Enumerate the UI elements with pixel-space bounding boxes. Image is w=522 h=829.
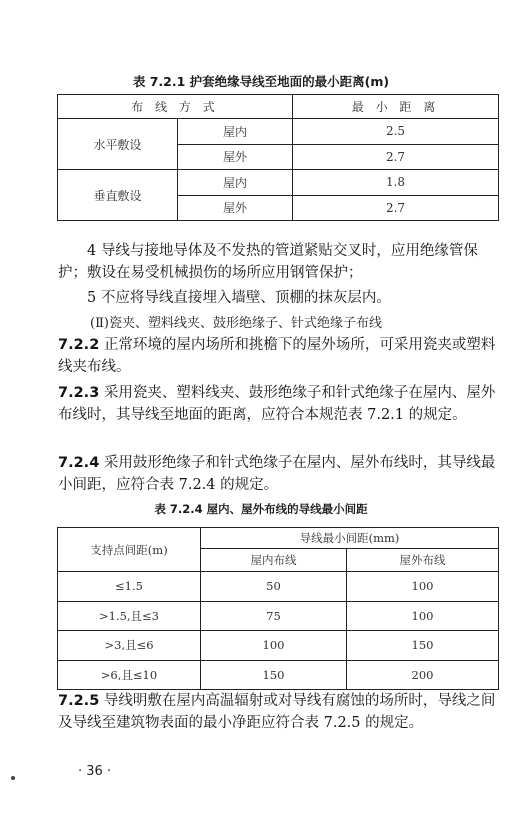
section-heading: (Ⅱ)瓷夹、塑料线夹、鼓形绝缘子、针式绝缘子布线	[90, 316, 382, 331]
header-outdoor: 屋外布线	[347, 549, 499, 572]
indoor-cell: 100	[201, 631, 347, 661]
table-row	[58, 119, 499, 145]
outdoor-cell: 100	[347, 601, 499, 631]
place-cell: 屋外	[178, 195, 293, 221]
span-cell: ≤1.5	[58, 572, 201, 602]
table-7-2-1	[57, 94, 499, 221]
group-label: 水平敷设	[58, 119, 178, 170]
place-cell: 屋内	[178, 119, 293, 145]
header-min-distance: 最 小 距 离	[293, 95, 499, 119]
header-min-wire-spacing: 导线最小间距(mm)	[201, 528, 499, 549]
indoor-cell: 150	[201, 660, 347, 690]
table-row	[58, 660, 499, 690]
span-cell: >1.5,且≤3	[58, 601, 201, 631]
table-row	[58, 572, 499, 602]
place-cell: 屋外	[178, 144, 293, 170]
header-indoor: 屋内布线	[201, 549, 347, 572]
place-cell: 屋内	[178, 170, 293, 196]
table-7-2-1-title: 表 7.2.1 护套绝缘导线至地面的最小距离(m)	[132, 74, 390, 89]
header-support-spacing: 支持点间距(m)	[58, 528, 201, 572]
page-number: · 36 ·	[78, 764, 112, 779]
group-label: 垂直敷设	[58, 170, 178, 221]
clause-7-2-5	[58, 690, 498, 734]
scan-speck	[11, 776, 15, 780]
indoor-cell: 50	[201, 572, 347, 602]
table-row	[58, 601, 499, 631]
outdoor-cell: 150	[347, 631, 499, 661]
clause-text: 采用瓷夹、塑料线夹、鼓形绝缘子和针式绝缘子在屋内、屋外布线时，其导线至地面的距离，应符合本规范表 7.2.1 的规定。	[58, 385, 496, 423]
clause-7-2-4	[58, 452, 498, 496]
span-cell: >3,且≤6	[58, 631, 201, 661]
table-row	[58, 170, 499, 196]
clause-text: 采用鼓形绝缘子和针式绝缘子在屋内、屋外布线时，其导线最小间距，应符合表 7.2.4 的规定。	[58, 455, 496, 493]
clause-number: 7.2.2	[58, 337, 100, 353]
table-7-2-4	[57, 527, 499, 690]
clause-number: 7.2.3	[58, 385, 100, 401]
paragraph-item-4: 4 导线与接地导体及不发热的管道紧贴交叉时，应用绝缘管保护；敷设在易受机械损伤的场所应用钢管保护；	[58, 243, 478, 281]
span-cell: >6,且≤10	[58, 660, 201, 690]
outdoor-cell: 200	[347, 660, 499, 690]
value-cell: 2.7	[293, 144, 499, 170]
clause-7-2-3	[58, 382, 498, 426]
clause-text: 导线明敷在屋内高温辐射或对导线有腐蚀的场所时，导线之间及导线至建筑物表面的最小净距应符合表 7.2.5 的规定。	[58, 693, 496, 731]
clause-7-2-2	[58, 334, 498, 378]
table-7-2-4-title: 表 7.2.4 屋内、屋外布线的导线最小间距	[154, 502, 368, 516]
value-cell: 1.8	[293, 170, 499, 196]
value-cell: 2.7	[293, 195, 499, 221]
clause-number: 7.2.5	[58, 693, 100, 709]
value-cell: 2.5	[293, 119, 499, 145]
clause-text: 正常环境的屋内场所和挑檐下的屋外场所，可采用瓷夹或塑料线夹布线。	[58, 337, 496, 375]
header-wiring-method: 布 线 方 式	[58, 95, 293, 119]
outdoor-cell: 100	[347, 572, 499, 602]
clause-number: 7.2.4	[58, 455, 100, 471]
table-row	[58, 631, 499, 661]
paragraph-item-5: 5 不应将导线直接埋入墙壁、顶棚的抹灰层内。	[87, 290, 391, 306]
indoor-cell: 75	[201, 601, 347, 631]
